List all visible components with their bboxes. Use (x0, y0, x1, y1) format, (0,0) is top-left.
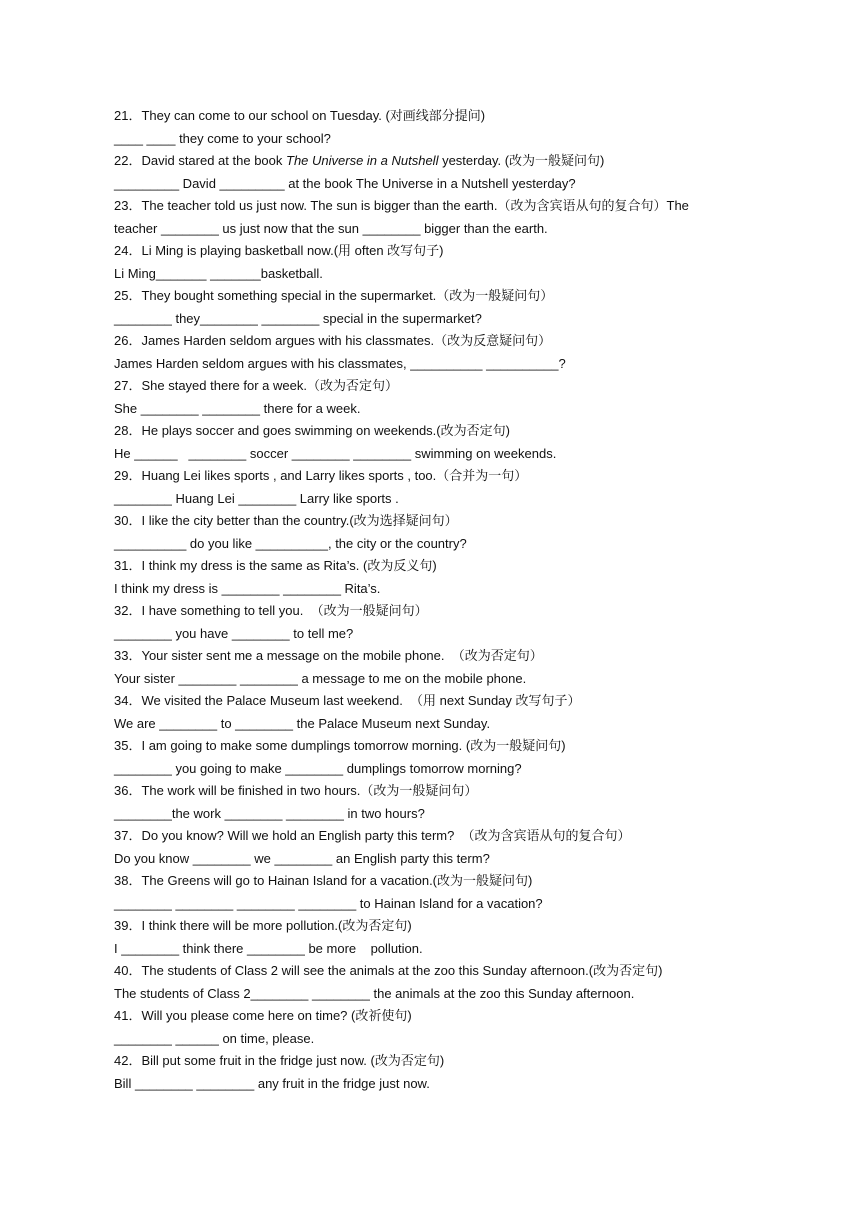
question-31 (114, 555, 754, 578)
question-prompt: I think there will be more pollution.(改为否定句) (141, 918, 412, 933)
question-41 (114, 1005, 754, 1028)
question-21 (114, 105, 754, 128)
question-prompt: She stayed there for a week.（改为否定句） (141, 378, 398, 393)
question-32 (114, 600, 754, 623)
question-prompt: The work will be finished in two hours.（改为一般疑问句） (141, 783, 478, 798)
question-prompt: He plays soccer and goes swimming on weekends.(改为否定句) (141, 423, 510, 438)
question-prompt: The teacher told us just now. The sun is bigger than the earth.（改为含宾语从句的复合句）The (141, 198, 689, 213)
answer-line-39: I ________ think there ________ be more pollution. (114, 940, 423, 956)
question-number: 21． (114, 108, 142, 123)
question-prompt: I am going to make some dumplings tomorrow morning. (改为一般疑问句) (141, 738, 566, 753)
answer-line-35: ________ you going to make ________ dumplings tomorrow morning? (114, 760, 522, 776)
question-number: 31． (114, 558, 142, 573)
question-number: 24． (114, 243, 142, 258)
question-40 (114, 960, 754, 983)
question-number: 38． (114, 873, 142, 888)
question-28 (114, 420, 754, 443)
question-prompt: I have something to tell you. （改为一般疑问句） (141, 603, 428, 618)
question-number: 35． (114, 738, 142, 753)
question-42 (114, 1050, 754, 1073)
question-29 (114, 465, 754, 488)
question-number: 32． (114, 603, 142, 618)
question-number: 39． (114, 918, 142, 933)
answer-line-28: He ______ ________ soccer ________ ________ swimming on weekends. (114, 445, 557, 461)
question-26 (114, 330, 754, 353)
answer-line-42: Bill ________ ________ any fruit in the fridge just now. (114, 1075, 430, 1091)
answer-line-27: She ________ ________ there for a week. (114, 400, 361, 416)
question-27 (114, 375, 754, 398)
question-number: 36． (114, 783, 142, 798)
worksheet (114, 105, 754, 1095)
question-number: 30． (114, 513, 142, 528)
answer-line-31: I think my dress is ________ ________ Rita’s. (114, 580, 381, 596)
question-prompt: I think my dress is the same as Rita’s. (改为反义句) (141, 558, 437, 573)
question-25 (114, 285, 754, 308)
question-prompt: Bill put some fruit in the fridge just now. (改为否定句) (141, 1053, 445, 1068)
question-number: 22． (114, 153, 142, 168)
question-number: 26． (114, 333, 142, 348)
answer-line-33: Your sister ________ ________ a message to me on the mobile phone. (114, 670, 527, 686)
question-number: 33． (114, 648, 142, 663)
question-36 (114, 780, 754, 803)
question-prompt: The students of Class 2 will see the animals at the zoo this Sunday afternoon.(改为否定句) (141, 963, 663, 978)
answer-line-22: _________ David _________ at the book The Universe in a Nutshell yesterday? (114, 175, 576, 191)
answer-line-40: The students of Class 2________ ________ the animals at the zoo this Sunday afternoon. (114, 985, 635, 1001)
answer-line-29: ________ Huang Lei ________ Larry like sports . (114, 490, 399, 506)
question-prompt: Do you know? Will we hold an English party this term? （改为含宾语从句的复合句） (141, 828, 631, 843)
question-number: 29． (114, 468, 142, 483)
question-number: 23． (114, 198, 142, 213)
answer-line-34: We are ________ to ________ the Palace Museum next Sunday. (114, 715, 491, 731)
answer-line-41: ________ ______ on time, please. (114, 1030, 315, 1046)
question-number: 27． (114, 378, 142, 393)
answer-line-25: ________ they________ ________ special in the supermarket? (114, 310, 482, 326)
question-prompt: We visited the Palace Museum last weekend. （用 next Sunday 改写句子） (141, 693, 581, 708)
question-number: 37． (114, 828, 142, 843)
question-prompt-part: yesterday. (改为一般疑问句) (438, 153, 605, 168)
answer-line-36: ________the work ________ ________ in two hours? (114, 805, 425, 821)
answer-line-37: Do you know ________ we ________ an English party this term? (114, 850, 490, 866)
question-22 (114, 150, 754, 173)
question-prompt: Your sister sent me a message on the mobile phone. （改为否定句） (141, 648, 543, 663)
question-prompt: They can come to our school on Tuesday. (对画线部分提问) (141, 108, 486, 123)
question-prompt: Li Ming is playing basketball now.(用 often 改写句子) (141, 243, 444, 258)
question-number: 40． (114, 963, 142, 978)
question-prompt: James Harden seldom argues with his classmates.（改为反意疑问句） (141, 333, 552, 348)
question-39 (114, 915, 754, 938)
question-38 (114, 870, 754, 893)
question-24 (114, 240, 754, 263)
question-prompt: The Greens will go to Hainan Island for a vacation.(改为一般疑问句) (141, 873, 533, 888)
question-number: 34． (114, 693, 142, 708)
answer-line-26: James Harden seldom argues with his classmates, __________ __________? (114, 355, 566, 371)
question-number: 25． (114, 288, 142, 303)
question-30 (114, 510, 754, 533)
question-35 (114, 735, 754, 758)
question-prompt: Will you please come here on time? (改祈使句) (141, 1008, 412, 1023)
answer-line-30: __________ do you like __________, the city or the country? (114, 535, 467, 551)
question-prompt-part: David stared at the book (141, 153, 286, 168)
question-23 (114, 195, 754, 218)
question-34 (114, 690, 754, 713)
answer-line-21: ____ ____ they come to your school? (114, 130, 331, 146)
answer-line-32: ________ you have ________ to tell me? (114, 625, 354, 641)
question-number: 28． (114, 423, 142, 438)
question-prompt: Huang Lei likes sports , and Larry likes sports , too.（合并为一句） (141, 468, 528, 483)
question-prompt: They bought something special in the supermarket.（改为一般疑问句） (141, 288, 554, 303)
answer-line-23: teacher ________ us just now that the sun ________ bigger than the earth. (114, 220, 548, 236)
question-number: 42． (114, 1053, 142, 1068)
book-title: The Universe in a Nutshell (286, 153, 439, 168)
question-prompt: I like the city better than the country.(改为选择疑问句） (141, 513, 458, 528)
answer-line-24: Li Ming_______ _______basketball. (114, 265, 323, 281)
question-number: 41． (114, 1008, 142, 1023)
question-37 (114, 825, 754, 848)
answer-line-38: ________ ________ ________ ________ to Hainan Island for a vacation? (114, 895, 543, 911)
question-33 (114, 645, 754, 668)
